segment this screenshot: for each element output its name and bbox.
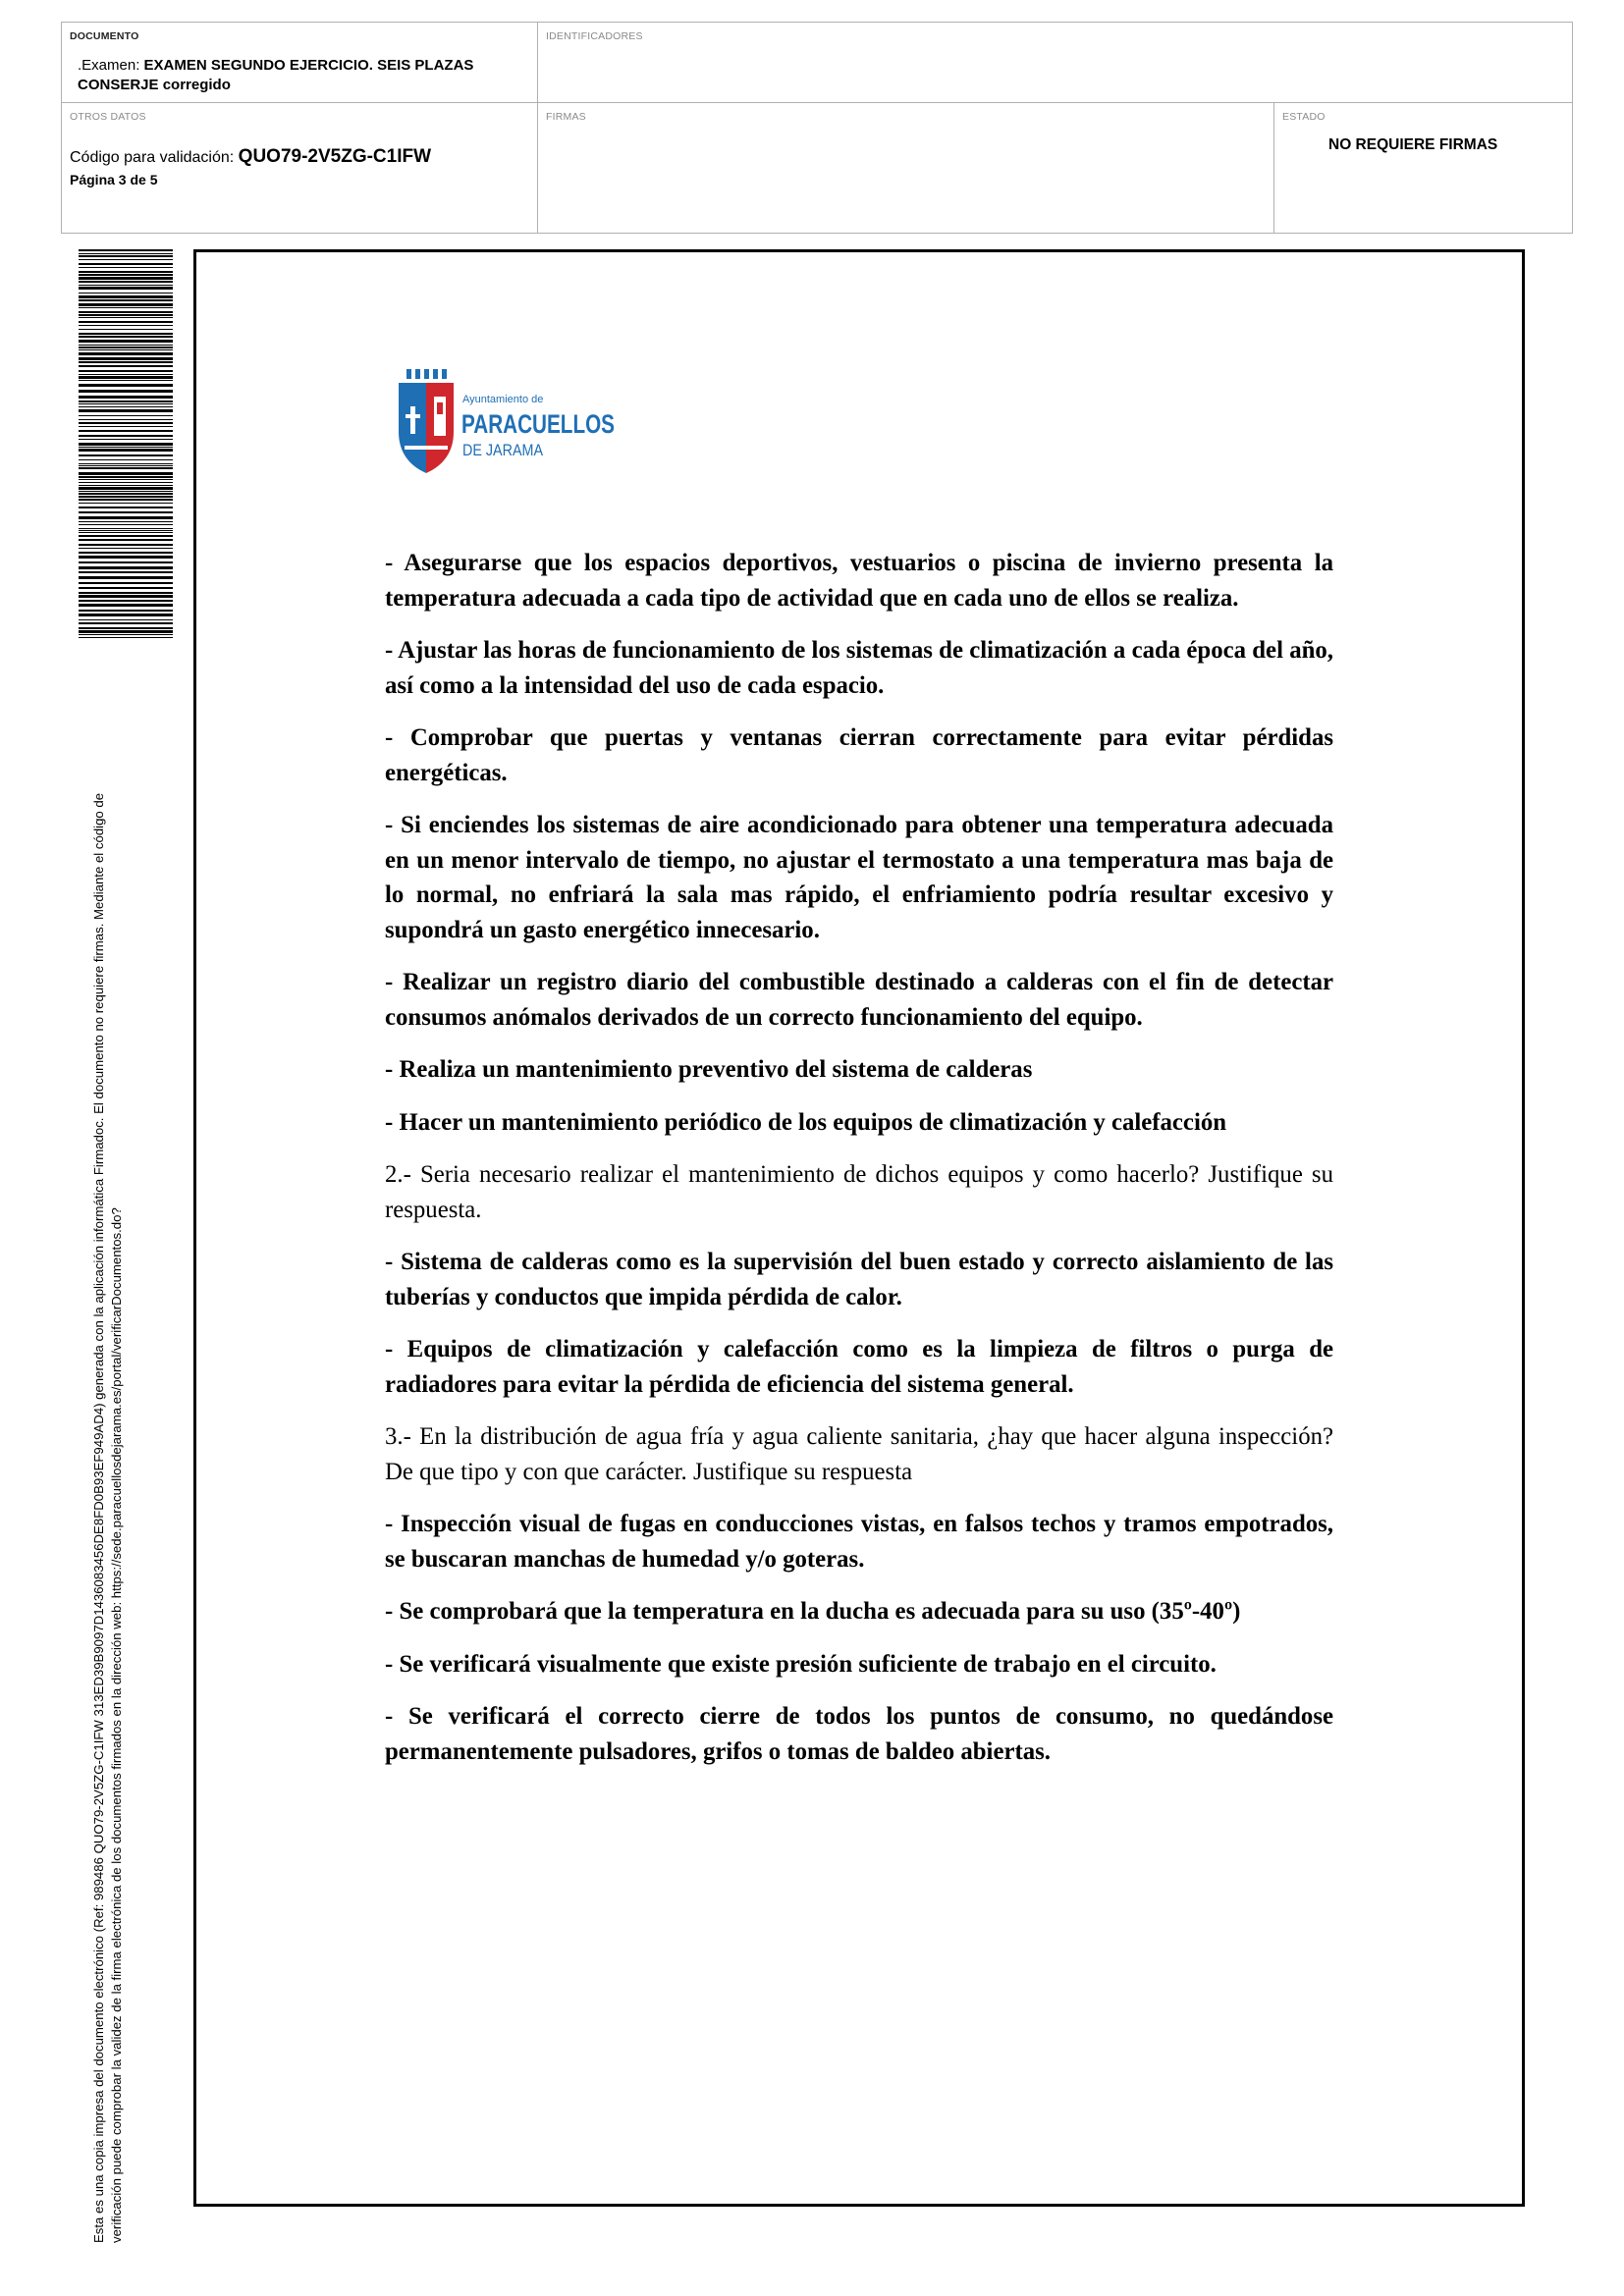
documento-cell xyxy=(62,23,538,103)
answer-paragraph: - Se comprobará que la temperatura en la ducha es adecuada para su uso (35º-40º) xyxy=(385,1598,1241,1625)
document-title-text: EXAMEN SEGUNDO EJERCICIO. SEIS PLAZAS CONSERJE corregido xyxy=(78,57,474,93)
exam-content xyxy=(385,546,1333,1787)
side-text-line-1: Esta es una copia impresa del documento electrónico (Ref: 989486 QUO79-2V5ZG-C1IFW 313ED39B9097D1436083456DE8FD0B93EF949AD4) generada con la aplicación informática Firmadoc. El documento no requiere firmas. Mediante el código de xyxy=(91,792,106,2243)
answer-paragraph: - Realiza un mantenimiento preventivo del sistema de calderas xyxy=(385,1056,1033,1083)
identificadores-cell xyxy=(538,23,1572,103)
answer-paragraph: - Comprobar que puertas y ventanas cierran correctamente para evitar pérdidas energéticas. xyxy=(385,724,1333,786)
answer-paragraph: - Ajustar las horas de funcionamiento de los sistemas de climatización a cada época del año, así como a la intensidad del uso de cada espacio. xyxy=(385,637,1333,699)
answer-paragraph: - Si enciendes los sistemas de aire acondicionado para obtener una temperatura adecuada en un menor intervalo de tiempo, no ajustar el termostato a una temperatura mas baja de lo normal, no enfriará la sala mas rápido, el enfriamiento podría resultar excesivo y supondrá un gasto energético innecesario. xyxy=(385,812,1333,943)
answer-paragraph: - Se verificará el correcto cierre de todos los puntos de consumo, no quedándose permanentemente pulsadores, grifos o tomas de baldeo abiertas. xyxy=(385,1703,1333,1765)
logo-text-line-1: Ayuntamiento de xyxy=(462,394,544,405)
verification-side-text xyxy=(90,692,126,2243)
identificadores-label: IDENTIFICADORES xyxy=(546,30,643,42)
page-number: Página 3 de 5 xyxy=(70,172,158,187)
estado-cell xyxy=(1274,103,1572,233)
answer-paragraph: - Equipos de climatización y calefacción como es la limpieza de filtros o purga de radiadores para evitar la pérdida de eficiencia del sistema general. xyxy=(385,1336,1333,1398)
answer-paragraph: - Se verificará visualmente que existe presión suficiente de trabajo en el circuito. xyxy=(385,1650,1217,1678)
validation-code-value: QUO79-2V5ZG-C1IFW xyxy=(238,146,432,167)
paracuellos-logo xyxy=(397,367,623,475)
barcode-image xyxy=(79,249,173,638)
logo-battlements xyxy=(406,369,447,379)
documento-label: DOCUMENTO xyxy=(70,30,139,42)
validation-code-label: Código para validación: xyxy=(70,149,239,166)
answer-paragraph: - Hacer un mantenimiento periódico de los equipos de climatización y calefacción xyxy=(385,1108,1227,1136)
estado-label: ESTADO xyxy=(1282,111,1326,123)
otros-datos-cell xyxy=(62,103,538,233)
side-text-line-2: verificación puede comprobar la validez de la firma electrónica de los documentos firmados en la dirección web: https://sede.paracuellosdejarama.es/portal/verificarDocumentos.do? xyxy=(109,1207,124,2243)
answer-paragraph: - Sistema de calderas como es la supervisión del buen estado y correcto aislamiento de las tuberías y conductos que impida pérdida de calor. xyxy=(385,1249,1333,1310)
answer-paragraph: - Realizar un registro diario del combustible destinado a calderas con el fin de detectar consumos anómalos derivados de un correcto funcionamiento del equipo. xyxy=(385,969,1333,1031)
firmas-cell xyxy=(538,103,1274,233)
firmas-label: FIRMAS xyxy=(546,111,586,123)
answer-paragraph: - Inspección visual de fugas en conducciones vistas, en falsos techos y tramos empotrados, se buscaran manchas de humedad y/o goteras. xyxy=(385,1511,1333,1573)
question-3: 3.- En la distribución de agua fría y agua caliente sanitaria, ¿hay que hacer alguna inspección? De que tipo y con que carácter. Justifique su respuesta xyxy=(385,1423,1333,1485)
validation-code xyxy=(70,146,431,168)
answer-paragraph: - Asegurarse que los espacios deportivos, vestuarios o piscina de invierno presenta la temperatura adecuada a cada tipo de actividad que en cada uno de ellos se realiza. xyxy=(385,550,1333,612)
document-title-prefix: .Examen: xyxy=(78,57,144,74)
logo-text-line-3: DE JARAMA xyxy=(462,441,544,459)
question-2: 2.- Seria necesario realizar el mantenimiento de dichos equipos y como hacerlo? Justifique su respuesta. xyxy=(385,1161,1333,1223)
logo-text-line-2: PARACUELLOS xyxy=(461,409,615,439)
otros-datos-label: OTROS DATOS xyxy=(70,111,146,123)
document-header-table xyxy=(61,22,1573,234)
estado-value: NO REQUIERE FIRMAS xyxy=(1328,136,1498,153)
document-title xyxy=(78,56,510,95)
